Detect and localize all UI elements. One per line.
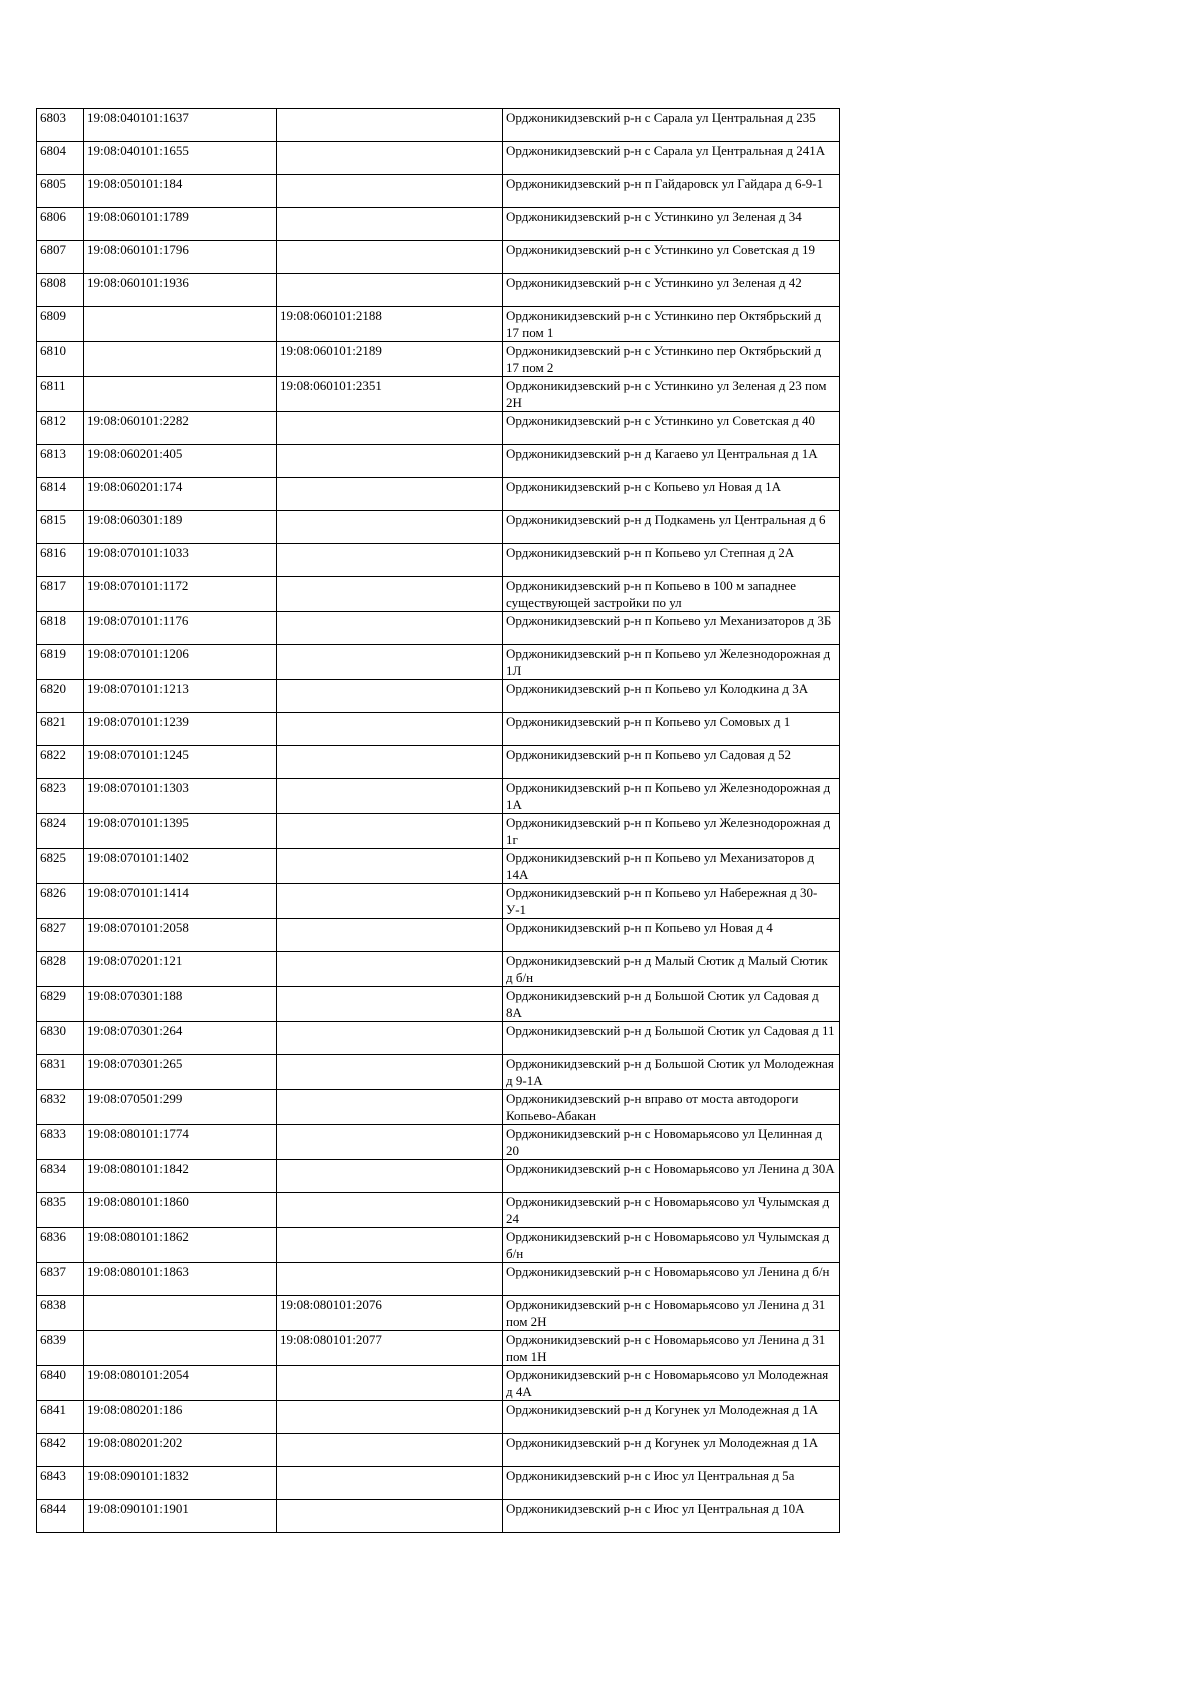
cadastral-number-cell: 19:08:070101:1172 xyxy=(84,577,277,612)
cadastral-number-cell: 19:08:070101:1206 xyxy=(84,645,277,680)
premises-cadastral-number-cell xyxy=(277,746,503,779)
premises-cadastral-number-cell xyxy=(277,274,503,307)
row-number-cell: 6836 xyxy=(37,1228,84,1263)
premises-cadastral-number-cell xyxy=(277,1160,503,1193)
row-number-cell: 6803 xyxy=(37,109,84,142)
row-number-cell: 6837 xyxy=(37,1263,84,1296)
cadastral-number-cell: 19:08:060101:2282 xyxy=(84,412,277,445)
table-row xyxy=(37,1022,840,1055)
address-cell: Орджоникидзевский р-н п Копьево ул Сомовых д 1 xyxy=(503,713,840,746)
address-cell: Орджоникидзевский р-н с Новомарьясово ул Ленина д 31 пом 2Н xyxy=(503,1296,840,1331)
address-cell: Орджоникидзевский р-н с Новомарьясово ул Ленина д 31 пом 1Н xyxy=(503,1331,840,1366)
address-cell: Орджоникидзевский р-н д Когунек ул Молодежная д 1А xyxy=(503,1434,840,1467)
premises-cadastral-number-cell xyxy=(277,1125,503,1160)
table-row xyxy=(37,478,840,511)
address-cell: Орджоникидзевский р-н п Копьево ул Набережная д 30-У-1 xyxy=(503,884,840,919)
address-cell: Орджоникидзевский р-н п Копьево ул Степная д 2А xyxy=(503,544,840,577)
table-row xyxy=(37,919,840,952)
table-row xyxy=(37,445,840,478)
table-row xyxy=(37,577,840,612)
cadastral-number-cell: 19:08:060101:1789 xyxy=(84,208,277,241)
address-cell: Орджоникидзевский р-н п Копьево ул Механизаторов д 14А xyxy=(503,849,840,884)
cadastral-number-cell xyxy=(84,1296,277,1331)
premises-cadastral-number-cell xyxy=(277,142,503,175)
table-row xyxy=(37,987,840,1022)
address-cell: Орджоникидзевский р-н с Сарала ул Центральная д 235 xyxy=(503,109,840,142)
premises-cadastral-number-cell xyxy=(277,645,503,680)
row-number-cell: 6813 xyxy=(37,445,84,478)
table-row xyxy=(37,1125,840,1160)
row-number-cell: 6810 xyxy=(37,342,84,377)
cadastral-number-cell: 19:08:070101:1245 xyxy=(84,746,277,779)
premises-cadastral-number-cell xyxy=(277,1055,503,1090)
cadastral-number-cell xyxy=(84,307,277,342)
premises-cadastral-number-cell xyxy=(277,577,503,612)
cadastral-number-cell xyxy=(84,1331,277,1366)
address-cell: Орджоникидзевский р-н вправо от моста автодороги Копьево-Абакан xyxy=(503,1090,840,1125)
table-row xyxy=(37,713,840,746)
table-row xyxy=(37,377,840,412)
table-row xyxy=(37,849,840,884)
address-cell: Орджоникидзевский р-н с Устинкино ул Советская д 19 xyxy=(503,241,840,274)
row-number-cell: 6823 xyxy=(37,779,84,814)
premises-cadastral-number-cell xyxy=(277,1193,503,1228)
cadastral-number-cell: 19:08:080101:2054 xyxy=(84,1366,277,1401)
cadastral-number-cell: 19:08:080101:1842 xyxy=(84,1160,277,1193)
row-number-cell: 6822 xyxy=(37,746,84,779)
row-number-cell: 6812 xyxy=(37,412,84,445)
row-number-cell: 6815 xyxy=(37,511,84,544)
cadastral-number-cell: 19:08:060201:405 xyxy=(84,445,277,478)
address-cell: Орджоникидзевский р-н п Копьево ул Садовая д 52 xyxy=(503,746,840,779)
row-number-cell: 6842 xyxy=(37,1434,84,1467)
address-cell: Орджоникидзевский р-н п Копьево ул Механизаторов д 3Б xyxy=(503,612,840,645)
cadastral-number-cell xyxy=(84,342,277,377)
table-row xyxy=(37,274,840,307)
cadastral-number-cell: 19:08:060201:174 xyxy=(84,478,277,511)
address-cell: Орджоникидзевский р-н с Июс ул Центральная д 5а xyxy=(503,1467,840,1500)
row-number-cell: 6829 xyxy=(37,987,84,1022)
cadastral-number-cell xyxy=(84,377,277,412)
address-cell: Орджоникидзевский р-н д Подкамень ул Центральная д 6 xyxy=(503,511,840,544)
premises-cadastral-number-cell xyxy=(277,814,503,849)
row-number-cell: 6808 xyxy=(37,274,84,307)
table-row xyxy=(37,1500,840,1533)
cadastral-number-cell: 19:08:080101:1863 xyxy=(84,1263,277,1296)
address-cell: Орджоникидзевский р-н д Кагаево ул Центральная д 1А xyxy=(503,445,840,478)
premises-cadastral-number-cell xyxy=(277,1401,503,1434)
address-cell: Орджоникидзевский р-н п Копьево в 100 м западнее существующей застройки по ул xyxy=(503,577,840,612)
premises-cadastral-number-cell xyxy=(277,1022,503,1055)
cadastral-number-cell: 19:08:070301:265 xyxy=(84,1055,277,1090)
row-number-cell: 6824 xyxy=(37,814,84,849)
table-row xyxy=(37,814,840,849)
table-row xyxy=(37,1467,840,1500)
table-row xyxy=(37,1401,840,1434)
row-number-cell: 6838 xyxy=(37,1296,84,1331)
table-row xyxy=(37,307,840,342)
row-number-cell: 6805 xyxy=(37,175,84,208)
premises-cadastral-number-cell xyxy=(277,952,503,987)
cadastral-number-cell: 19:08:050101:184 xyxy=(84,175,277,208)
property-table xyxy=(36,108,840,1533)
address-cell: Орджоникидзевский р-н д Большой Сютик ул Садовая д 8А xyxy=(503,987,840,1022)
premises-cadastral-number-cell xyxy=(277,919,503,952)
table-row xyxy=(37,952,840,987)
table-row xyxy=(37,1055,840,1090)
row-number-cell: 6841 xyxy=(37,1401,84,1434)
table-row xyxy=(37,412,840,445)
premises-cadastral-number-cell: 19:08:080101:2077 xyxy=(277,1331,503,1366)
cadastral-number-cell: 19:08:080101:1860 xyxy=(84,1193,277,1228)
row-number-cell: 6828 xyxy=(37,952,84,987)
row-number-cell: 6830 xyxy=(37,1022,84,1055)
row-number-cell: 6827 xyxy=(37,919,84,952)
premises-cadastral-number-cell: 19:08:080101:2076 xyxy=(277,1296,503,1331)
address-cell: Орджоникидзевский р-н с Новомарьясово ул Чулымская д 24 xyxy=(503,1193,840,1228)
row-number-cell: 6816 xyxy=(37,544,84,577)
premises-cadastral-number-cell xyxy=(277,175,503,208)
row-number-cell: 6806 xyxy=(37,208,84,241)
table-row xyxy=(37,1228,840,1263)
address-cell: Орджоникидзевский р-н п Копьево ул Новая д 4 xyxy=(503,919,840,952)
address-cell: Орджоникидзевский р-н с Новомарьясово ул Молодежная д 4А xyxy=(503,1366,840,1401)
address-cell: Орджоникидзевский р-н с Новомарьясово ул Ленина д б/н xyxy=(503,1263,840,1296)
address-cell: Орджоникидзевский р-н д Когунек ул Молодежная д 1А xyxy=(503,1401,840,1434)
cadastral-number-cell: 19:08:060101:1796 xyxy=(84,241,277,274)
address-cell: Орджоникидзевский р-н с Устинкино ул Зеленая д 34 xyxy=(503,208,840,241)
table-row xyxy=(37,779,840,814)
row-number-cell: 6818 xyxy=(37,612,84,645)
address-cell: Орджоникидзевский р-н с Новомарьясово ул Чулымская д б/н xyxy=(503,1228,840,1263)
premises-cadastral-number-cell xyxy=(277,1263,503,1296)
address-cell: Орджоникидзевский р-н п Копьево ул Железнодорожная д 1Л xyxy=(503,645,840,680)
premises-cadastral-number-cell xyxy=(277,1366,503,1401)
premises-cadastral-number-cell: 19:08:060101:2189 xyxy=(277,342,503,377)
cadastral-number-cell: 19:08:040101:1655 xyxy=(84,142,277,175)
address-cell: Орджоникидзевский р-н с Устинкино пер Октябрьский д 17 пом 2 xyxy=(503,342,840,377)
address-cell: Орджоникидзевский р-н с Июс ул Центральная д 10А xyxy=(503,1500,840,1533)
address-cell: Орджоникидзевский р-н д Большой Сютик ул Молодежная д 9-1А xyxy=(503,1055,840,1090)
cadastral-number-cell: 19:08:070201:121 xyxy=(84,952,277,987)
table-body xyxy=(37,109,840,1533)
address-cell: Орджоникидзевский р-н п Гайдаровск ул Гайдара д 6-9-1 xyxy=(503,175,840,208)
table-row xyxy=(37,884,840,919)
premises-cadastral-number-cell xyxy=(277,1467,503,1500)
row-number-cell: 6817 xyxy=(37,577,84,612)
cadastral-number-cell: 19:08:070301:264 xyxy=(84,1022,277,1055)
address-cell: Орджоникидзевский р-н п Копьево ул Колодкина д 3А xyxy=(503,680,840,713)
premises-cadastral-number-cell xyxy=(277,1500,503,1533)
premises-cadastral-number-cell: 19:08:060101:2351 xyxy=(277,377,503,412)
row-number-cell: 6832 xyxy=(37,1090,84,1125)
row-number-cell: 6814 xyxy=(37,478,84,511)
address-cell: Орджоникидзевский р-н с Новомарьясово ул Ленина д 30А xyxy=(503,1160,840,1193)
row-number-cell: 6840 xyxy=(37,1366,84,1401)
premises-cadastral-number-cell xyxy=(277,412,503,445)
table-row xyxy=(37,1366,840,1401)
table-row xyxy=(37,544,840,577)
cadastral-number-cell: 19:08:060301:189 xyxy=(84,511,277,544)
table-row xyxy=(37,1331,840,1366)
row-number-cell: 6826 xyxy=(37,884,84,919)
table-row xyxy=(37,511,840,544)
table-row xyxy=(37,1090,840,1125)
premises-cadastral-number-cell xyxy=(277,208,503,241)
row-number-cell: 6811 xyxy=(37,377,84,412)
row-number-cell: 6819 xyxy=(37,645,84,680)
cadastral-number-cell: 19:08:070101:1239 xyxy=(84,713,277,746)
address-cell: Орджоникидзевский р-н с Устинкино ул Зеленая д 23 пом 2Н xyxy=(503,377,840,412)
cadastral-number-cell: 19:08:070101:1033 xyxy=(84,544,277,577)
table-row xyxy=(37,175,840,208)
cadastral-number-cell: 19:08:070101:1402 xyxy=(84,849,277,884)
cadastral-number-cell: 19:08:060101:1936 xyxy=(84,274,277,307)
row-number-cell: 6804 xyxy=(37,142,84,175)
address-cell: Орджоникидзевский р-н д Малый Сютик д Малый Сютик д б/н xyxy=(503,952,840,987)
address-cell: Орджоникидзевский р-н с Копьево ул Новая д 1А xyxy=(503,478,840,511)
row-number-cell: 6835 xyxy=(37,1193,84,1228)
cadastral-number-cell: 19:08:070501:299 xyxy=(84,1090,277,1125)
table-row xyxy=(37,612,840,645)
row-number-cell: 6834 xyxy=(37,1160,84,1193)
address-cell: Орджоникидзевский р-н с Устинкино ул Советская д 40 xyxy=(503,412,840,445)
premises-cadastral-number-cell xyxy=(277,445,503,478)
premises-cadastral-number-cell xyxy=(277,1090,503,1125)
premises-cadastral-number-cell xyxy=(277,849,503,884)
premises-cadastral-number-cell xyxy=(277,713,503,746)
premises-cadastral-number-cell xyxy=(277,884,503,919)
row-number-cell: 6831 xyxy=(37,1055,84,1090)
table-row xyxy=(37,1434,840,1467)
address-cell: Орджоникидзевский р-н п Копьево ул Железнодорожная д 1А xyxy=(503,779,840,814)
row-number-cell: 6833 xyxy=(37,1125,84,1160)
address-cell: Орджоникидзевский р-н с Сарала ул Центральная д 241А xyxy=(503,142,840,175)
premises-cadastral-number-cell xyxy=(277,987,503,1022)
table-row xyxy=(37,1263,840,1296)
cadastral-number-cell: 19:08:070101:2058 xyxy=(84,919,277,952)
table-row xyxy=(37,1296,840,1331)
table-row xyxy=(37,142,840,175)
row-number-cell: 6821 xyxy=(37,713,84,746)
cadastral-number-cell: 19:08:070101:1303 xyxy=(84,779,277,814)
cadastral-number-cell: 19:08:090101:1832 xyxy=(84,1467,277,1500)
premises-cadastral-number-cell xyxy=(277,680,503,713)
premises-cadastral-number-cell xyxy=(277,478,503,511)
row-number-cell: 6820 xyxy=(37,680,84,713)
premises-cadastral-number-cell xyxy=(277,511,503,544)
row-number-cell: 6844 xyxy=(37,1500,84,1533)
row-number-cell: 6807 xyxy=(37,241,84,274)
table-row xyxy=(37,208,840,241)
premises-cadastral-number-cell xyxy=(277,1228,503,1263)
cadastral-number-cell: 19:08:070101:1176 xyxy=(84,612,277,645)
premises-cadastral-number-cell xyxy=(277,612,503,645)
cadastral-number-cell: 19:08:070101:1414 xyxy=(84,884,277,919)
premises-cadastral-number-cell xyxy=(277,241,503,274)
table-row xyxy=(37,342,840,377)
table-row xyxy=(37,645,840,680)
cadastral-number-cell: 19:08:040101:1637 xyxy=(84,109,277,142)
address-cell: Орджоникидзевский р-н с Новомарьясово ул Целинная д 20 xyxy=(503,1125,840,1160)
address-cell: Орджоникидзевский р-н п Копьево ул Железнодорожная д 1г xyxy=(503,814,840,849)
cadastral-number-cell: 19:08:080201:186 xyxy=(84,1401,277,1434)
cadastral-number-cell: 19:08:070101:1213 xyxy=(84,680,277,713)
premises-cadastral-number-cell xyxy=(277,544,503,577)
table-row xyxy=(37,241,840,274)
cadastral-number-cell: 19:08:070301:188 xyxy=(84,987,277,1022)
row-number-cell: 6825 xyxy=(37,849,84,884)
cadastral-number-cell: 19:08:070101:1395 xyxy=(84,814,277,849)
table-row xyxy=(37,109,840,142)
row-number-cell: 6843 xyxy=(37,1467,84,1500)
row-number-cell: 6839 xyxy=(37,1331,84,1366)
table-row xyxy=(37,1160,840,1193)
row-number-cell: 6809 xyxy=(37,307,84,342)
address-cell: Орджоникидзевский р-н д Большой Сютик ул Садовая д 11 xyxy=(503,1022,840,1055)
address-cell: Орджоникидзевский р-н с Устинкино пер Октябрьский д 17 пом 1 xyxy=(503,307,840,342)
premises-cadastral-number-cell: 19:08:060101:2188 xyxy=(277,307,503,342)
premises-cadastral-number-cell xyxy=(277,109,503,142)
cadastral-number-cell: 19:08:080101:1774 xyxy=(84,1125,277,1160)
table-row xyxy=(37,1193,840,1228)
table-row xyxy=(37,680,840,713)
cadastral-number-cell: 19:08:090101:1901 xyxy=(84,1500,277,1533)
cadastral-number-cell: 19:08:080201:202 xyxy=(84,1434,277,1467)
address-cell: Орджоникидзевский р-н с Устинкино ул Зеленая д 42 xyxy=(503,274,840,307)
cadastral-number-cell: 19:08:080101:1862 xyxy=(84,1228,277,1263)
table-row xyxy=(37,746,840,779)
premises-cadastral-number-cell xyxy=(277,1434,503,1467)
premises-cadastral-number-cell xyxy=(277,779,503,814)
